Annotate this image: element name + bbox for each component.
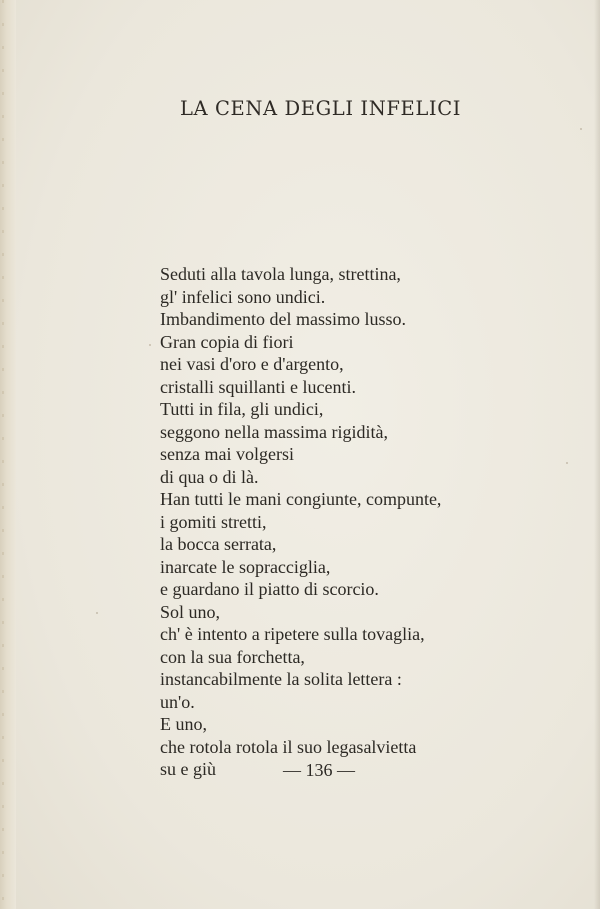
poem-body bbox=[160, 263, 490, 781]
poem-line: i gomiti stretti, bbox=[160, 511, 267, 532]
poem-line: senza mai volgersi bbox=[160, 444, 294, 464]
paper-speck bbox=[96, 612, 98, 614]
poem-line: inarcate le sopracciglia, bbox=[160, 556, 331, 577]
poem-line: di qua o di là. bbox=[160, 466, 259, 487]
poem-line: con la sua forchetta, bbox=[160, 646, 305, 667]
poem-line: gl' infelici sono undici. bbox=[160, 286, 326, 307]
poem-line: che rotola rotola il suo legasalvietta bbox=[160, 736, 417, 757]
paper-speck bbox=[149, 344, 151, 346]
poem-line: Han tutti le mani congiunte, compunte, bbox=[160, 489, 442, 509]
paper-speck bbox=[566, 462, 568, 464]
poem-line: E uno, bbox=[160, 714, 207, 734]
poem-title: LA CENA DEGLI INFELICI bbox=[180, 97, 462, 120]
poem-line: Sol uno, bbox=[160, 601, 221, 622]
poem-line: Seduti alla tavola lunga, strettina, bbox=[160, 264, 401, 284]
poem-line: nei vasi d'oro e d'argento, bbox=[160, 354, 344, 374]
paper-speck bbox=[580, 128, 582, 130]
poem-line: seggono nella massima rigidità, bbox=[160, 421, 388, 442]
page-number: — 136 — bbox=[283, 760, 355, 780]
poem-line: e guardano il piatto di scorcio. bbox=[160, 579, 379, 599]
poem-line: cristalli squillanti e lucenti. bbox=[160, 376, 356, 397]
poem-line: ch' è intento a ripetere sulla tovaglia, bbox=[160, 624, 425, 644]
book-spine-edge bbox=[0, 0, 17, 909]
poem-line: su e giù bbox=[160, 759, 216, 779]
poem-line: Tutti in fila, gli undici, bbox=[160, 399, 324, 419]
poem-line: un'o. bbox=[160, 691, 195, 712]
page-edge-shadow bbox=[594, 0, 600, 909]
poem-line: Imbandimento del massimo lusso. bbox=[160, 309, 406, 329]
poem-line: la bocca serrata, bbox=[160, 534, 277, 554]
poem-line: instancabilmente la solita lettera : bbox=[160, 669, 402, 689]
poem-line: Gran copia di fiori bbox=[160, 331, 294, 352]
